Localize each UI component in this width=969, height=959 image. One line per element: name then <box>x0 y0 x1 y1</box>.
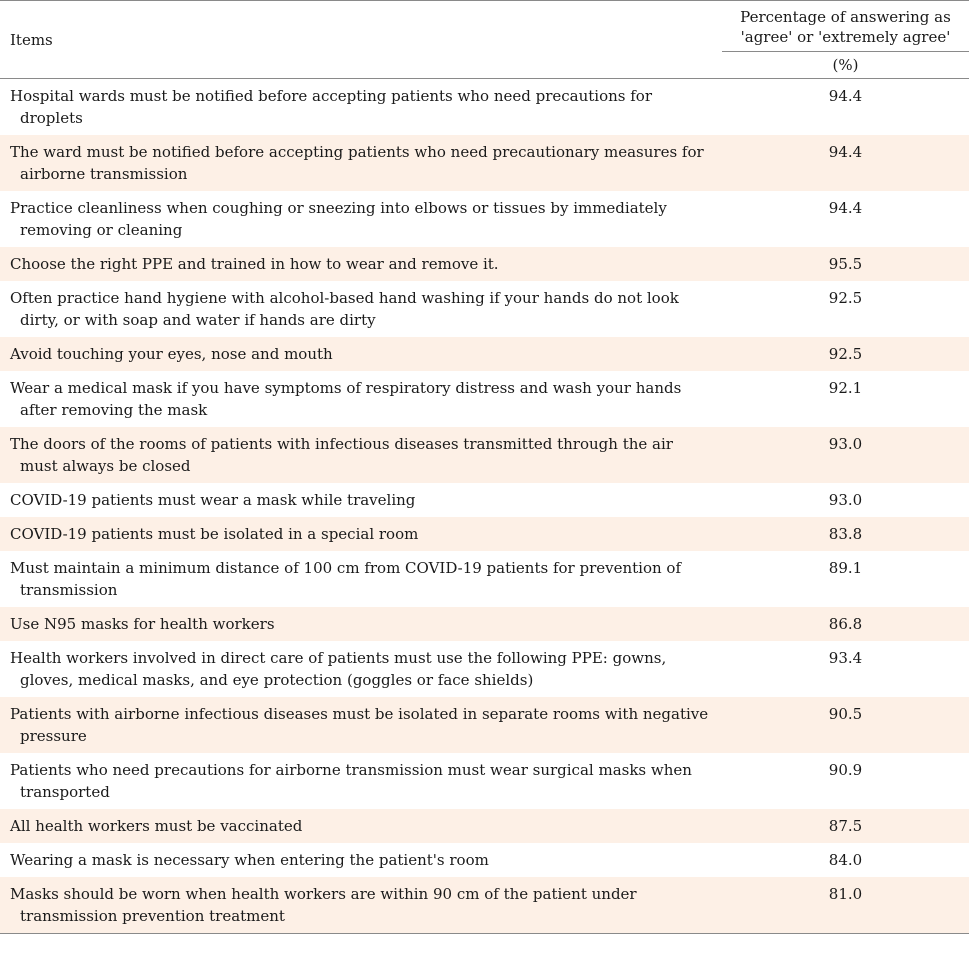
percentage-cell: 84.0 <box>828 851 863 869</box>
item-cell <box>0 809 722 843</box>
table-row <box>0 135 969 191</box>
item-text: Masks should be worn when health workers are within 90 cm of the patient under transmission prevention treatment <box>10 885 637 925</box>
item-text: Avoid touching your eyes, nose and mouth <box>10 345 333 363</box>
item-cell <box>0 483 722 517</box>
item-text: COVID-19 patients must wear a mask while traveling <box>10 491 416 509</box>
item-cell <box>0 753 722 809</box>
percentage-cell: 92.5 <box>722 337 969 371</box>
item-text: COVID-19 patients must be isolated in a special room <box>10 525 419 543</box>
item-text: The doors of the rooms of patients with infectious diseases transmitted through the air must always be closed <box>10 435 673 475</box>
percentage-cell: 92.5 <box>828 289 863 307</box>
item-text: Practice cleanliness when coughing or sneezing into elbows or tissues by immediately removing or cleaning <box>10 199 667 239</box>
table-row <box>0 191 969 247</box>
percentage-cell: 94.4 <box>828 87 863 105</box>
table-row <box>0 337 969 371</box>
percentage-unit-header: (%) <box>722 52 969 79</box>
item-cell <box>0 79 722 136</box>
item-text: Hospital wards must be notified before accepting patients who need precautions for droplets <box>10 87 652 127</box>
table-body <box>0 79 969 934</box>
table-row <box>0 483 969 517</box>
item-cell <box>0 843 722 877</box>
header-row <box>0 1 969 52</box>
table-row <box>0 753 969 809</box>
item-cell <box>0 371 722 427</box>
item-text: Often practice hand hygiene with alcohol-based hand washing if your hands do not look dirty, or with soap and water if hands are dirty <box>10 289 679 329</box>
table-row <box>0 809 969 843</box>
percentage-cell: 93.0 <box>722 427 969 483</box>
item-cell <box>0 247 722 281</box>
percentage-cell: 90.5 <box>722 697 969 753</box>
item-text: Patients with airborne infectious diseases must be isolated in separate rooms with negative pressure <box>10 705 709 745</box>
percentage-cell: 81.0 <box>722 877 969 934</box>
percentage-cell: 94.4 <box>722 135 969 191</box>
item-cell <box>0 191 722 247</box>
percentage-cell: 93.0 <box>828 491 863 509</box>
item-cell <box>0 337 722 371</box>
item-text: Wearing a mask is necessary when entering the patient's room <box>10 851 489 869</box>
table-row <box>0 281 969 337</box>
table-row <box>0 843 969 877</box>
percentage-header-line-2: 'agree' or 'extremely agree' <box>740 28 951 46</box>
table-row <box>0 697 969 753</box>
item-text: Must maintain a minimum distance of 100 cm from COVID-19 patients for prevention of transmission <box>10 559 682 599</box>
percentage-cell: 89.1 <box>828 559 863 577</box>
percentage-cell: 95.5 <box>722 247 969 281</box>
items-column-header: Items <box>0 1 722 79</box>
item-text: Patients who need precautions for airborne transmission must wear surgical masks when transported <box>10 761 692 801</box>
item-cell <box>0 877 722 934</box>
table-row <box>0 551 969 607</box>
item-text: Choose the right PPE and trained in how to wear and remove it. <box>10 255 499 273</box>
percentage-cell: 83.8 <box>722 517 969 551</box>
percentage-cell: 94.4 <box>828 199 863 217</box>
percentage-cell: 93.4 <box>828 649 863 667</box>
table-row <box>0 517 969 551</box>
item-text: All health workers must be vaccinated <box>10 817 303 835</box>
item-cell <box>0 517 722 551</box>
item-cell <box>0 641 722 697</box>
table-row <box>0 247 969 281</box>
item-text: The ward must be notified before accepting patients who need precautionary measures for airborne transmission <box>10 143 704 183</box>
percentage-cell: 86.8 <box>722 607 969 641</box>
table-row <box>0 371 969 427</box>
percentage-cell: 90.9 <box>828 761 863 779</box>
table-row <box>0 427 969 483</box>
item-cell <box>0 427 722 483</box>
item-text: Wear a medical mask if you have symptoms of respiratory distress and wash your hands after removing the mask <box>10 379 682 419</box>
item-cell <box>0 697 722 753</box>
table-row <box>0 877 969 934</box>
percentage-cell: 87.5 <box>722 809 969 843</box>
percentage-header-line-1: Percentage of answering as <box>740 8 951 26</box>
item-cell <box>0 135 722 191</box>
table-header <box>0 1 969 79</box>
table-row <box>0 641 969 697</box>
item-cell <box>0 281 722 337</box>
table-row <box>0 607 969 641</box>
item-cell <box>0 607 722 641</box>
item-cell <box>0 551 722 607</box>
table-row <box>0 79 969 136</box>
item-text: Use N95 masks for health workers <box>10 615 275 633</box>
percentage-column-header <box>722 1 969 52</box>
item-text: Health workers involved in direct care of patients must use the following PPE: gowns, gloves, medical masks, and eye protection (goggles or face shields) <box>10 649 667 689</box>
percentage-cell: 92.1 <box>828 379 863 397</box>
